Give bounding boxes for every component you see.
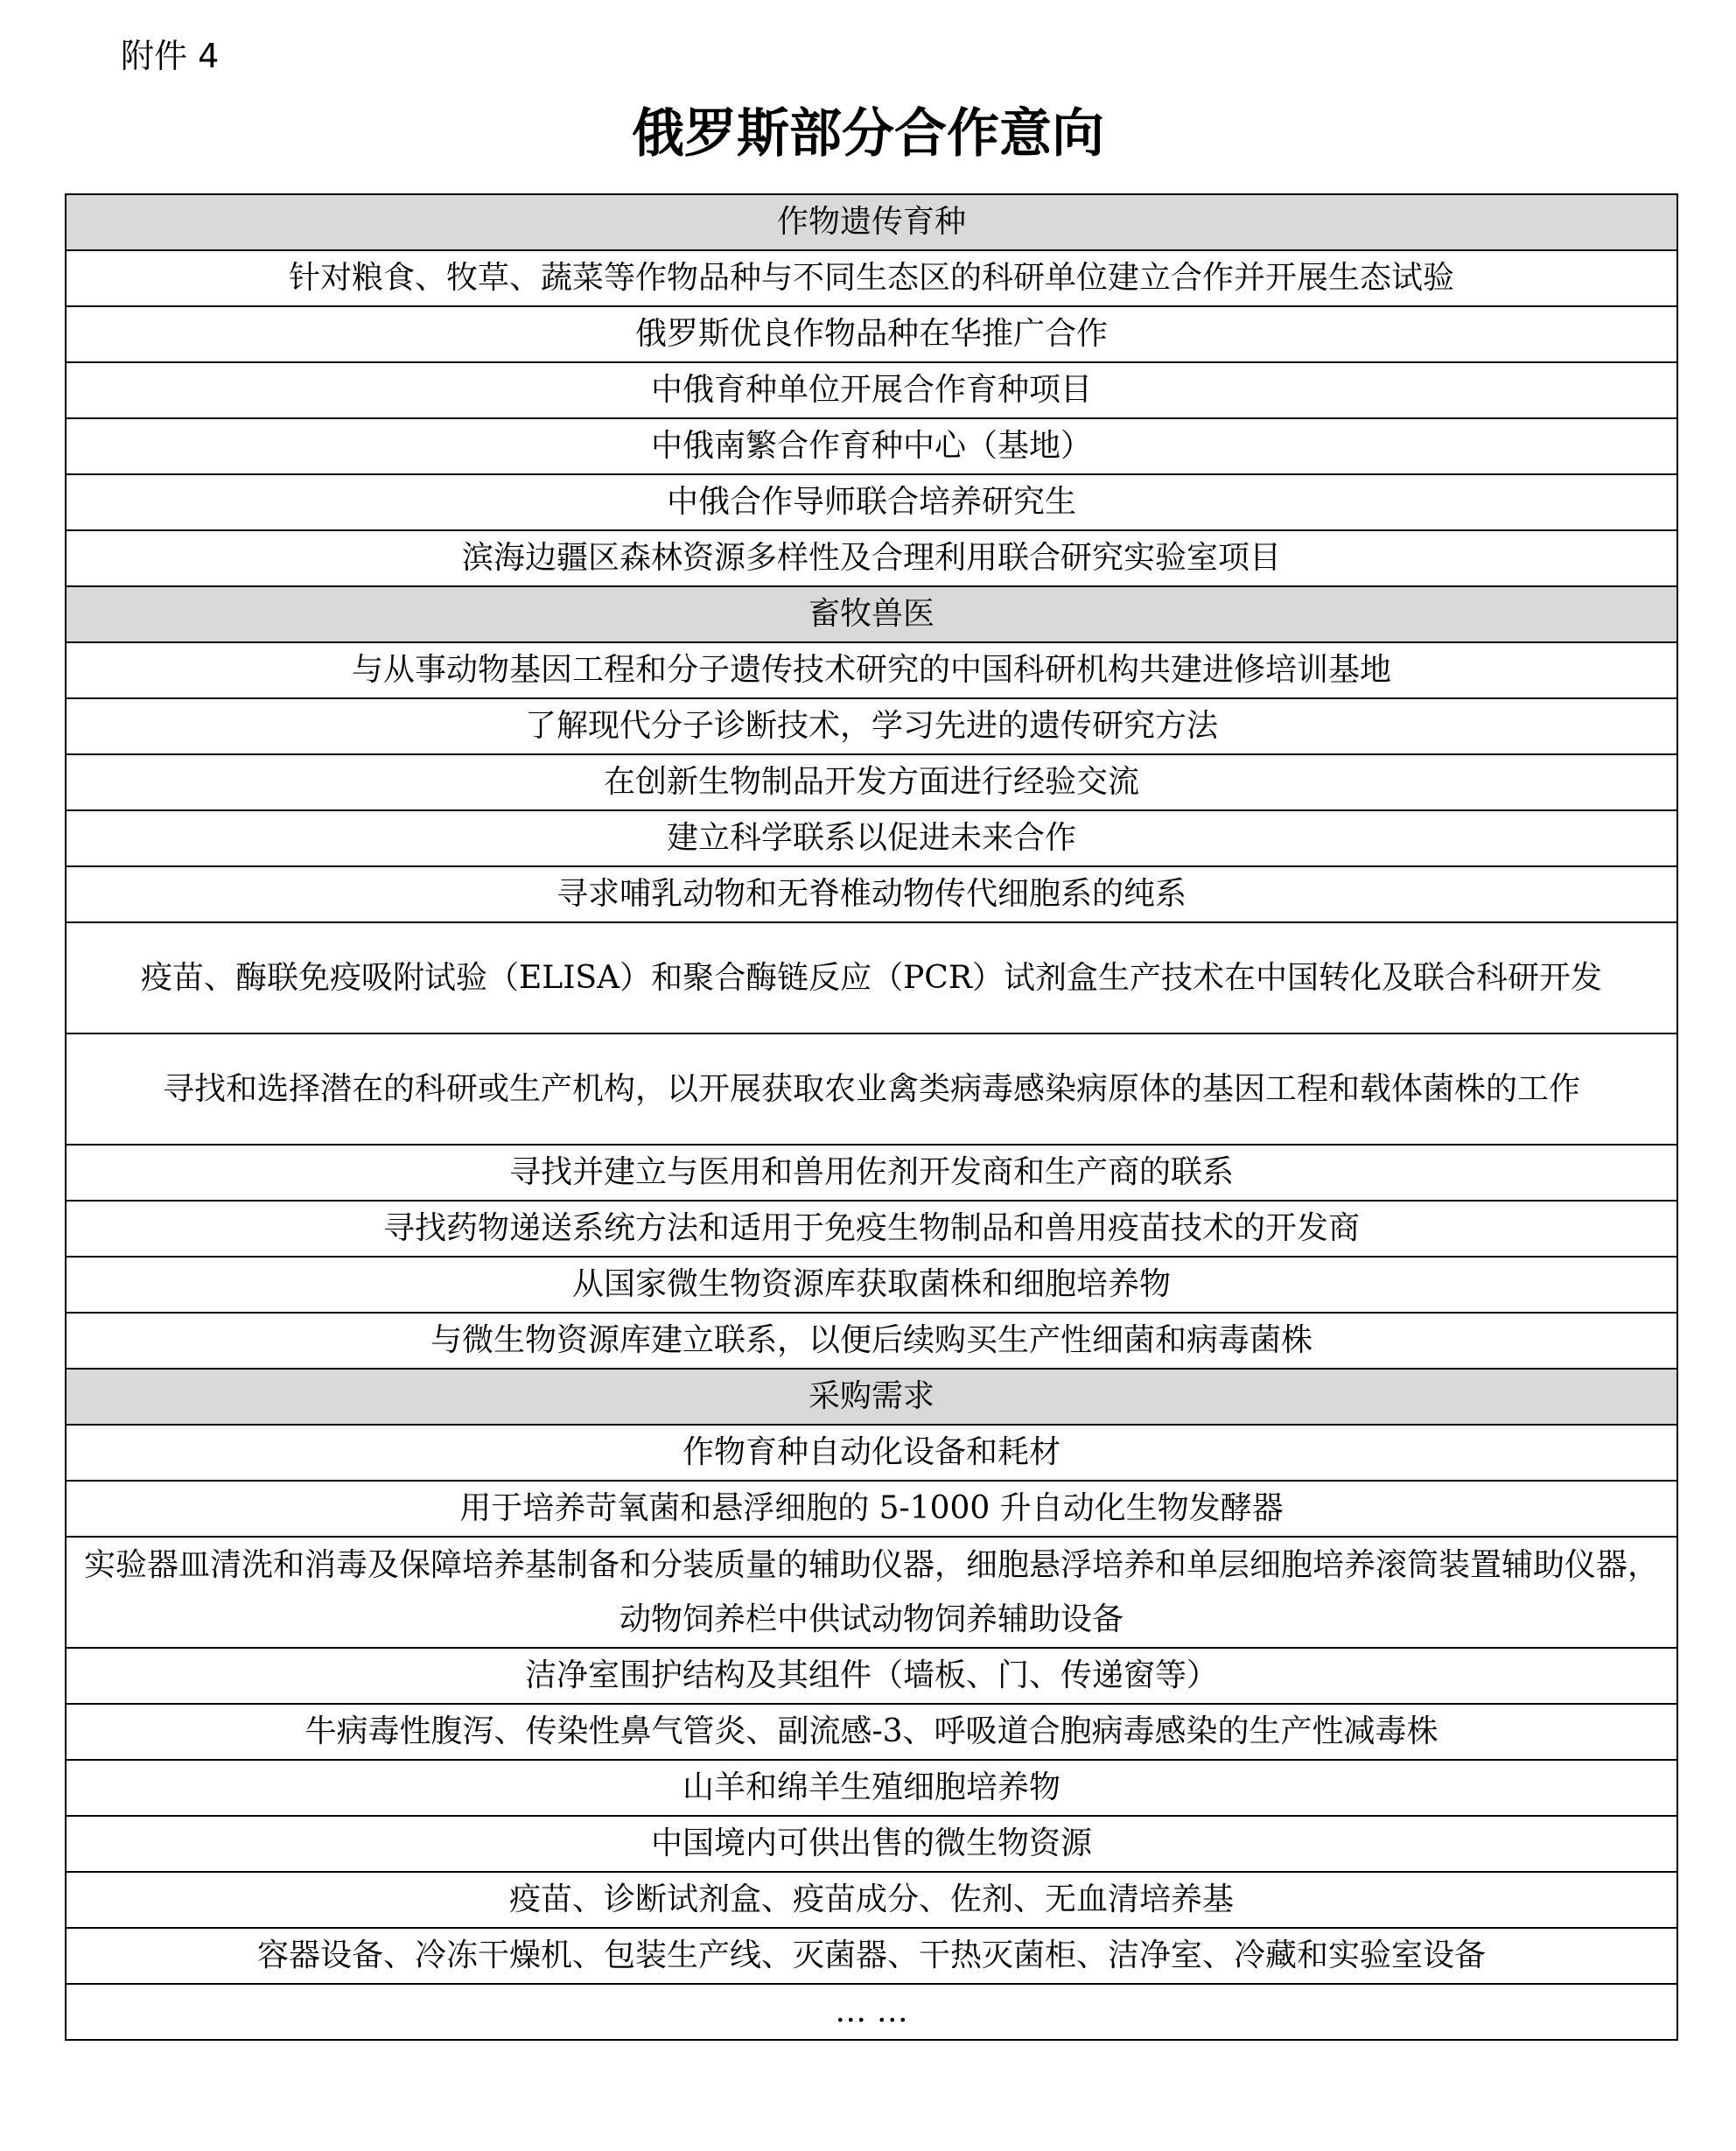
table-row xyxy=(66,418,1677,474)
table-cell: 俄罗斯优良作物品种在华推广合作 xyxy=(66,306,1677,362)
table-cell: 容器设备、冷冻干燥机、包装生产线、灭菌器、干热灭菌柜、洁净室、冷藏和实验室设备 xyxy=(66,1928,1677,1984)
table-row xyxy=(66,754,1677,810)
table-row xyxy=(66,1648,1677,1704)
section-heading-animal: 畜牧兽医 xyxy=(66,586,1677,642)
table-cell: 寻找和选择潜在的科研或生产机构，以开展获取农业禽类病毒感染病原体的基因工程和载体菌株的工作 xyxy=(66,1033,1677,1145)
table-cell: 寻找药物递送系统方法和适用于免疫生物制品和兽用疫苗技术的开发商 xyxy=(66,1201,1677,1257)
table-cell: 中俄南繁合作育种中心（基地） xyxy=(66,418,1677,474)
cooperation-table xyxy=(65,193,1678,2041)
table-cell: 滨海边疆区森林资源多样性及合理利用联合研究实验室项目 xyxy=(66,530,1677,586)
table-cell: 与微生物资源库建立联系，以便后续购买生产性细菌和病毒菌株 xyxy=(66,1313,1677,1369)
section-header-row xyxy=(66,1369,1677,1425)
table-row xyxy=(66,922,1677,1033)
table-row xyxy=(66,306,1677,362)
table-row xyxy=(66,1033,1677,1145)
table-row xyxy=(66,1481,1677,1537)
table-row xyxy=(66,1872,1677,1928)
table-cell: 中俄合作导师联合培养研究生 xyxy=(66,474,1677,530)
table-row xyxy=(66,810,1677,866)
table-cell: 寻求哺乳动物和无脊椎动物传代细胞系的纯系 xyxy=(66,866,1677,922)
table-cell: 牛病毒性腹泻、传染性鼻气管炎、副流感-3、呼吸道合胞病毒感染的生产性减毒株 xyxy=(66,1704,1677,1760)
table-cell: 与从事动物基因工程和分子遗传技术研究的中国科研机构共建进修培训基地 xyxy=(66,642,1677,698)
table-cell: 寻找并建立与医用和兽用佐剂开发商和生产商的联系 xyxy=(66,1145,1677,1201)
table-cell: 实验器皿清洗和消毒及保障培养基制备和分装质量的辅助仪器，细胞悬浮培养和单层细胞培养滚筒装置辅助仪器，动物饲养栏中供试动物饲养辅助设备 xyxy=(66,1537,1677,1648)
section-header-row xyxy=(66,194,1677,250)
table-row xyxy=(66,1313,1677,1369)
table-cell: 中国境内可供出售的微生物资源 xyxy=(66,1816,1677,1872)
table-row xyxy=(66,1257,1677,1313)
table-row xyxy=(66,1928,1677,1984)
table-row xyxy=(66,362,1677,418)
table-cell: 了解现代分子诊断技术，学习先进的遗传研究方法 xyxy=(66,698,1677,754)
section-heading-procurement: 采购需求 xyxy=(66,1369,1677,1425)
table-row xyxy=(66,474,1677,530)
section-header-row xyxy=(66,586,1677,642)
table-row xyxy=(66,1984,1677,2040)
attachment-label: 附件 4 xyxy=(121,37,220,75)
table-row xyxy=(66,530,1677,586)
table-row xyxy=(66,1704,1677,1760)
table-row xyxy=(66,1425,1677,1481)
section-heading-crop: 作物遗传育种 xyxy=(66,194,1677,250)
table-row xyxy=(66,1760,1677,1816)
table-cell: 建立科学联系以促进未来合作 xyxy=(66,810,1677,866)
table-cell: 用于培养苛氧菌和悬浮细胞的 5-1000 升自动化生物发酵器 xyxy=(66,1481,1677,1537)
table-row xyxy=(66,250,1677,306)
table-row xyxy=(66,1537,1677,1648)
table-row xyxy=(66,698,1677,754)
table-cell-ellipsis: … … xyxy=(66,1984,1677,2040)
page-title: 俄罗斯部分合作意向 xyxy=(632,103,1104,165)
table-cell: 疫苗、诊断试剂盒、疫苗成分、佐剂、无血清培养基 xyxy=(66,1872,1677,1928)
table-cell: 山羊和绵羊生殖细胞培养物 xyxy=(66,1760,1677,1816)
table-cell: 中俄育种单位开展合作育种项目 xyxy=(66,362,1677,418)
table-row xyxy=(66,1816,1677,1872)
table-row xyxy=(66,1201,1677,1257)
table-row xyxy=(66,642,1677,698)
table-row xyxy=(66,1145,1677,1201)
table-cell: 从国家微生物资源库获取菌株和细胞培养物 xyxy=(66,1257,1677,1313)
table-cell: 在创新生物制品开发方面进行经验交流 xyxy=(66,754,1677,810)
table-row xyxy=(66,866,1677,922)
table-cell: 作物育种自动化设备和耗材 xyxy=(66,1425,1677,1481)
table-cell: 洁净室围护结构及其组件（墙板、门、传递窗等） xyxy=(66,1648,1677,1704)
table-cell: 针对粮食、牧草、蔬菜等作物品种与不同生态区的科研单位建立合作并开展生态试验 xyxy=(66,250,1677,306)
table-cell: 疫苗、酶联免疫吸附试验（ELISA）和聚合酶链反应（PCR）试剂盒生产技术在中国转化及联合科研开发 xyxy=(66,922,1677,1033)
